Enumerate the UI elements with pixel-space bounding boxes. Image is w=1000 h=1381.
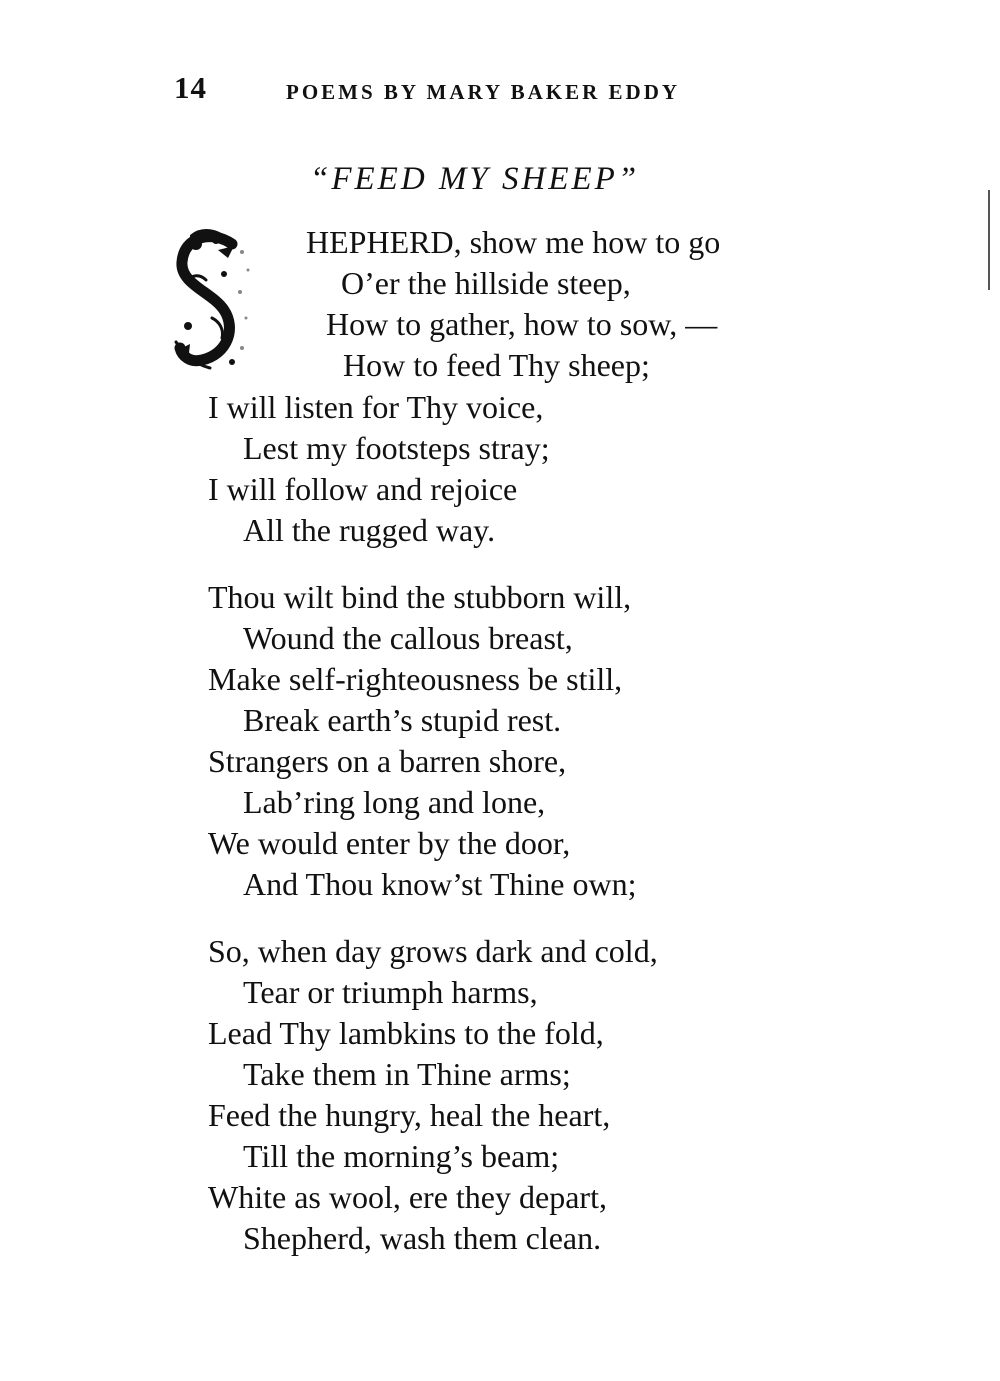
- poem-line: Feed the hungry, heal the heart,: [208, 1097, 611, 1133]
- page-number: 14: [174, 70, 207, 105]
- poem-line: Lead Thy lambkins to the fold,: [208, 1015, 604, 1051]
- poem-line: So, when day grows dark and cold,: [208, 933, 658, 969]
- ornamental-drop-cap-s: [172, 222, 262, 372]
- poem-line: Tear or triumph harms,: [243, 974, 538, 1010]
- poem-line: I will listen for Thy voice,: [208, 389, 544, 425]
- poem-line: Strangers on a barren shore,: [208, 743, 567, 779]
- poem-line: Make self-righteousness be still,: [208, 661, 623, 697]
- poem-line: Break earth’s stupid rest.: [243, 702, 562, 738]
- poem-title: “FEED MY SHEEP”: [310, 161, 640, 197]
- poem-line: How to gather, how to sow, —: [326, 306, 718, 342]
- poem-line: We would enter by the door,: [208, 825, 571, 861]
- running-title: POEMS BY MARY BAKER EDDY: [286, 80, 681, 104]
- page-edge-mark: [988, 190, 990, 290]
- poem-line: Shepherd, wash them clean.: [243, 1220, 602, 1256]
- poem-line: Lab’ring long and lone,: [243, 784, 546, 820]
- poem-line: HEPHERD, show me how to go: [306, 224, 721, 260]
- poem-line: And Thou know’st Thine own;: [243, 866, 637, 902]
- poem-line: Take them in Thine arms;: [243, 1056, 571, 1092]
- poem-line: O’er the hillside steep,: [341, 265, 631, 301]
- poem-line: Thou wilt bind the stubborn will,: [208, 579, 632, 615]
- poem-line: Wound the callous breast,: [243, 620, 573, 656]
- poem-line: I will follow and rejoice: [208, 471, 518, 507]
- poem-line: How to feed Thy sheep;: [343, 347, 650, 383]
- poem-line: All the rugged way.: [243, 512, 496, 548]
- poem-line: Till the morning’s beam;: [243, 1138, 560, 1174]
- poem-line: White as wool, ere they depart,: [208, 1179, 607, 1215]
- poem-line: Lest my footsteps stray;: [243, 430, 550, 466]
